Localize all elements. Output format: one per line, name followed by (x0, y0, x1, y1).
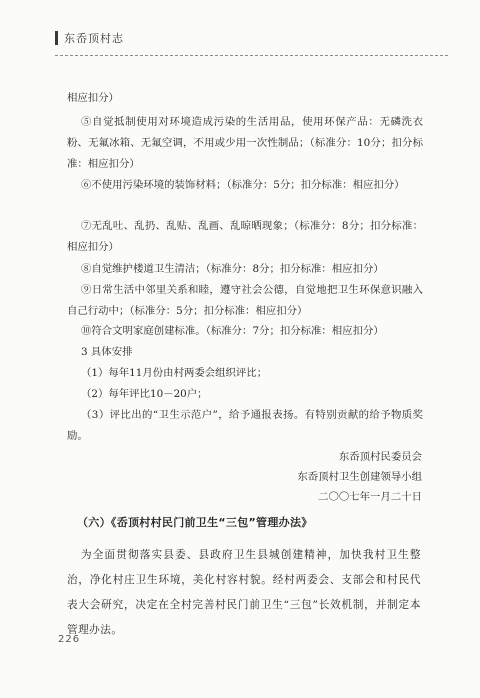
subheading-arrangement: 3 具体安排 (81, 346, 133, 358)
running-header (55, 31, 124, 45)
paragraph-item-9: ⑨日常生活中邻里关系和睦，遵守社会公德，自觉地把卫生环保意识融入自己行动中；（标准分：5分；扣分标准：相应扣分） (67, 284, 423, 318)
paragraph-item-7: ⑦无乱吐、乱扔、乱贴、乱画、乱晾晒现象；（标准分：8分；扣分标准：相应扣分） (67, 220, 423, 254)
paragraph-item-10: ⑩符合文明家庭创建标准。（标准分：7分；扣分标准：相应扣分） (81, 325, 384, 337)
paragraph-item-5: ⑤自觉抵制使用对环境造成污染的生活用品，使用环保产品：无磷洗衣粉、无氟冰箱、无氟空调，不用或少用一次性制品；（标准分：10分；扣分标准：相应扣分） (67, 116, 423, 171)
paragraph-item-8: ⑧自觉维护楼道卫生清洁；（标准分：8分；扣分标准：相应扣分） (81, 263, 384, 275)
signature-org-1: 东岙顶村民委员会 (338, 451, 422, 463)
signature-date: 二〇〇七年一月二十日 (318, 491, 422, 503)
paragraph-continuation: 相应扣分） (67, 92, 119, 104)
header-bar (55, 31, 58, 45)
header-title: 东岙顶村志 (64, 32, 124, 45)
arrangement-item-2: （2）每年评比10－20户； (81, 388, 208, 400)
section-title: （六）《岙顶村村民门前卫生“三包”管理办法》 (77, 516, 313, 529)
page-number: 226 (58, 634, 81, 645)
arrangement-item-1: （1）每年11月份由村两委会组织评比； (81, 367, 268, 379)
arrangement-item-3: （3）评比出的“卫生示范户”，给予通报表扬。有特别贡献的给予物质奖励。 (67, 409, 423, 443)
signature-org-2: 东岙顶村卫生创建领导小组 (297, 471, 422, 483)
header-rule (55, 55, 448, 56)
section-body: 为全面贯彻落实县委、县政府卫生县城创建精神，加快我村卫生整治，净化村庄卫生环境，美化村容村貌。经村两委会、支部会和村民代表大会研究，决定在全村完善村民门前卫生“三包”长效机制，并制定本管理办法。 (67, 549, 421, 636)
paragraph-item-6: ⑥不使用污染环境的装饰材料；（标准分：5分；扣分标准：相应扣分） (81, 179, 405, 191)
